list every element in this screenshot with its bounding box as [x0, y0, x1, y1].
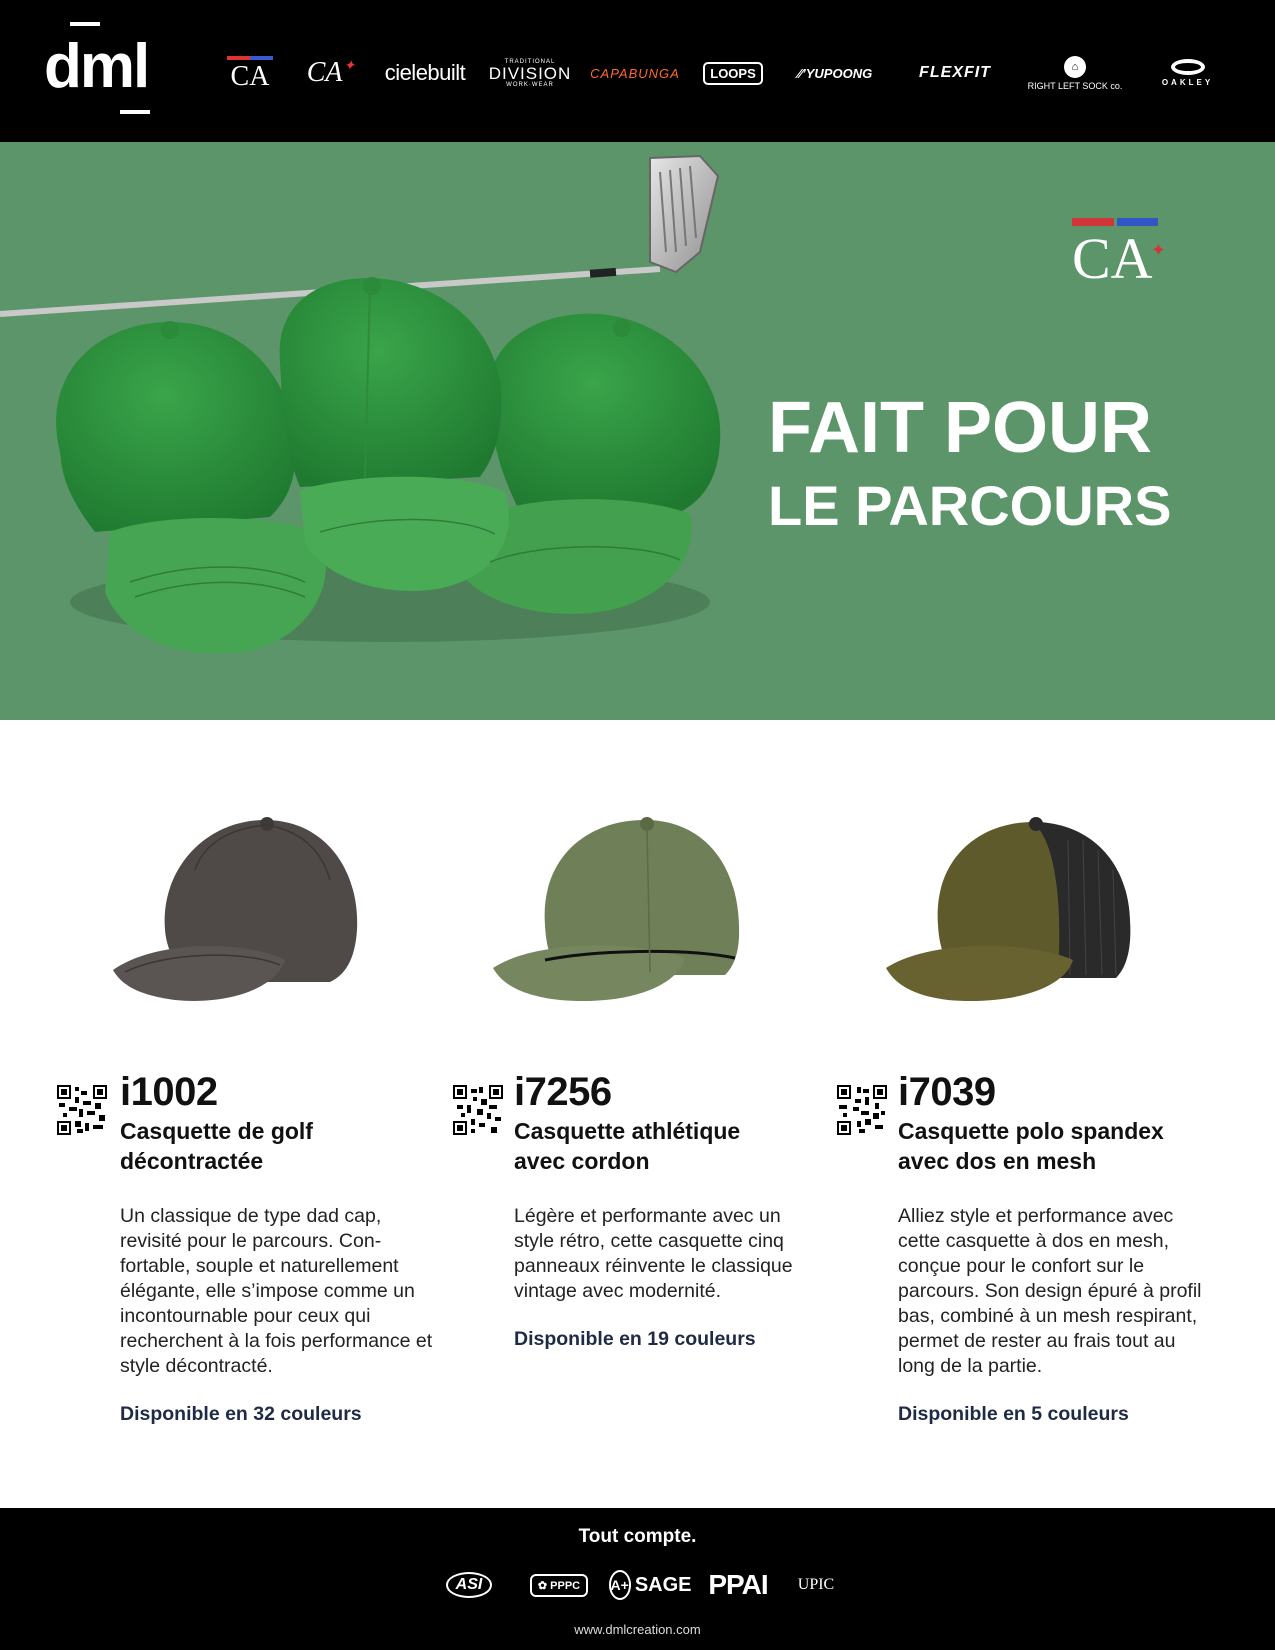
- ca-brand-logo: CA ✦: [1072, 218, 1162, 288]
- oakley-logo[interactable]: OAKLEY: [1150, 50, 1225, 96]
- logo-bar-bottom: [120, 110, 150, 114]
- website-link[interactable]: www.dmlcreation.com: [574, 1622, 701, 1637]
- product-description: Légère et performante avec un style rétro, cette casquette cinq panneaux réinvente le classique vintage avec modernité.: [514, 1205, 793, 1302]
- product-name: Casquette de golf décontractée: [120, 1118, 313, 1174]
- capabunga-logo[interactable]: CAPABUNGA: [590, 65, 680, 81]
- ca-shield-logo[interactable]: CA ✦: [306, 57, 356, 88]
- product-card-i7256: [514, 1072, 834, 1351]
- header-bar: [0, 0, 1275, 142]
- product-card-i7039: [898, 1072, 1218, 1426]
- upic-logo[interactable]: UPIC: [797, 1576, 835, 1593]
- qr-code-i1002[interactable]: [57, 1085, 107, 1135]
- hero-title-line1: FAIT POUR: [768, 388, 1153, 468]
- product-sku: i7039: [898, 1070, 996, 1114]
- cielebuilt-logo[interactable]: cielebuilt: [384, 60, 466, 85]
- product-availability: Disponible en 32 couleurs: [120, 1403, 362, 1425]
- hero-banner: [0, 142, 1275, 720]
- sage-rated-logo[interactable]: A+ SAGE: [610, 1564, 690, 1606]
- footer-tagline: Tout compte.: [578, 1526, 697, 1547]
- certification-logos: [438, 1564, 838, 1606]
- loops-logo[interactable]: LOOPS: [707, 50, 759, 96]
- maple-leaf-icon: ✦: [1150, 240, 1166, 260]
- product-description: Un classique de type dad cap, revisité pour le parcours. Con-fortable, souple et naturellement élégante, elle s’impose comme un incontournable pour ceux qui recherchent à la fois performance et style décontracté.: [120, 1205, 433, 1377]
- product-image-i7039[interactable]: [878, 800, 1158, 1020]
- asi-logo[interactable]: ASI: [438, 1564, 500, 1606]
- hero-title: [768, 388, 1172, 537]
- cap-right: [460, 314, 720, 614]
- golf-caps-image: [0, 142, 740, 720]
- product-sku: i1002: [120, 1070, 218, 1114]
- ppai-logo[interactable]: PPAI: [708, 1569, 768, 1600]
- footer-bar: [0, 1508, 1275, 1650]
- logo-text: dml: [44, 32, 149, 101]
- product-card-i1002: [120, 1072, 440, 1426]
- cap-middle: [280, 277, 509, 591]
- yupoong-logo[interactable]: ⁄⁄’ YUPOONG: [797, 65, 873, 81]
- product-name: Casquette athlétique avec cordon: [514, 1118, 741, 1174]
- qr-code-i7039[interactable]: [837, 1085, 887, 1135]
- product-description: Alliez style et performance avec cette casquette à dos en mesh, conçue pour le confort sur le parcours. Son design épuré à profil bas, combiné à un mesh respirant, permet de rester au frais tout au long de la partie.: [898, 1205, 1202, 1377]
- product-image-i1002[interactable]: [105, 800, 385, 1020]
- product-availability: Disponible en 5 couleurs: [898, 1403, 1129, 1425]
- brand-logos: [220, 50, 1230, 96]
- division-logo[interactable]: TRADITIONAL DIVISION WORK·WEAR: [488, 58, 572, 88]
- logo-bar-top: [70, 22, 100, 26]
- ca-logo[interactable]: CA: [224, 50, 276, 96]
- product-availability: Disponible en 19 couleurs: [514, 1328, 756, 1350]
- qr-code-i7256[interactable]: [453, 1085, 503, 1135]
- oakley-ellipse-icon: [1171, 59, 1205, 75]
- product-sku: i7256: [514, 1070, 612, 1114]
- flexfit-logo[interactable]: FLEXFIT: [919, 64, 991, 81]
- sock-icon: ⌂: [1064, 56, 1086, 78]
- pppc-logo[interactable]: ✿ PPPC: [522, 1564, 596, 1606]
- dml-logo[interactable]: [44, 22, 154, 118]
- product-image-i7256[interactable]: [485, 800, 765, 1020]
- hero-title-line2: LE PARCOURS: [768, 474, 1172, 537]
- product-name: Casquette polo spandex avec dos en mesh: [898, 1118, 1164, 1174]
- right-left-sock-logo[interactable]: ⌂ RIGHT LEFT SOCK co.: [1020, 50, 1130, 96]
